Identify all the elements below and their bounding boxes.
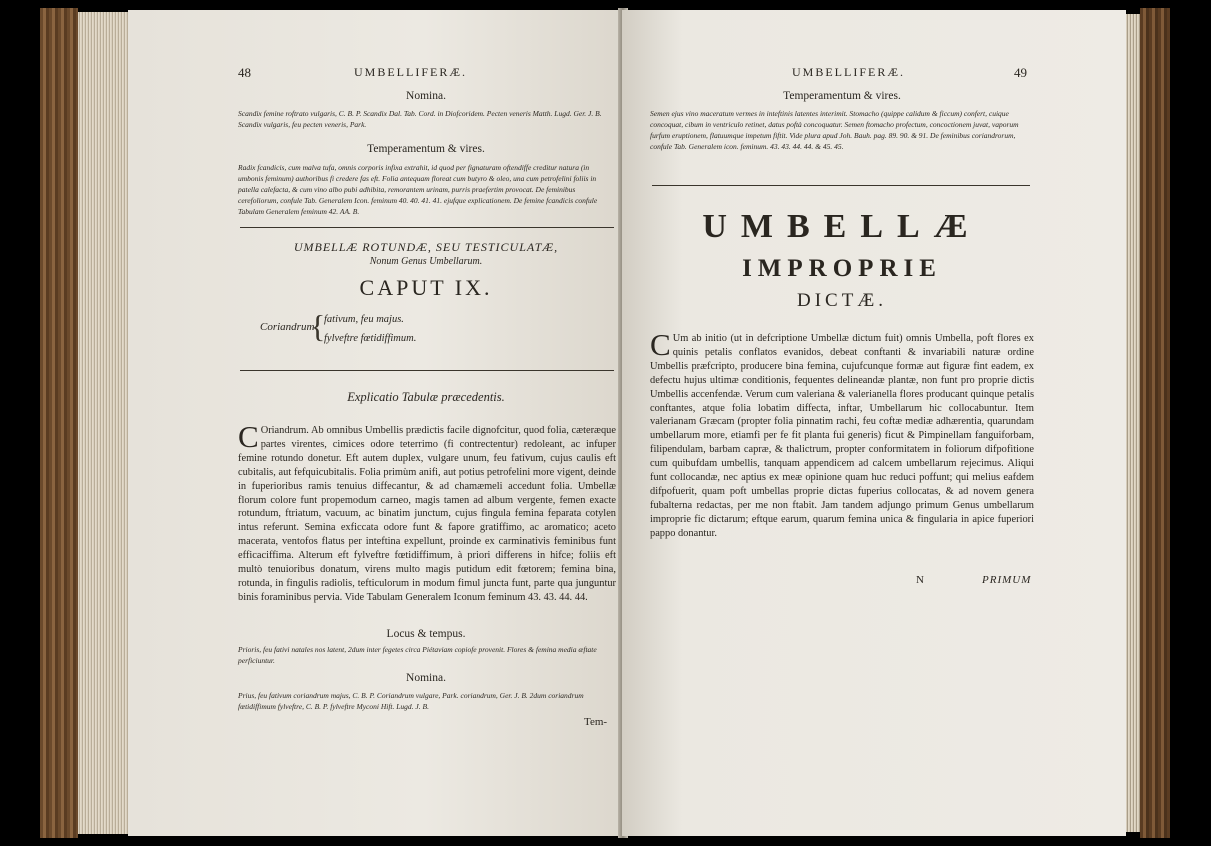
temperamentum-heading: Temperamentum & vires. [367,143,485,155]
explicatio-heading: Explicatio Tabulæ præcedentis. [347,390,505,404]
nomina2-heading: Nomina. [406,672,446,684]
coriandrum-label: Coriandrum [260,321,315,333]
genus-title: UMBELLÆ ROTUNDÆ, SEU TESTICULATÆ, [293,240,559,254]
page-number: 49 [1014,65,1027,80]
running-head: UMBELLIFERÆ. [354,65,468,79]
right-cover [1140,8,1170,838]
catchword: Tem- [584,716,608,728]
body-text: Um ab initio (ut in defcriptione Umbellæ dictum fuit) omnis Umbella, poft flores ex quinis petalis conflatos evanidos, debeat conftanti & invariabili naturæ ordine Umbellis præfcripto, producere bina femina, cujufcunque formæ aut figuræ fint eadem, ex defectu hujus ultimæ conditionis, fequentes delineandæ plantæ, non funt pro proprie dictis Umbellis accenfendæ. Verum cum valeriana & valerianella flores producant quinque petalis conftantes, atque folia lobatim diffecta, inftar, Umbellarum hic collocabuntur. Item valerianam Græcam (propter folia pinnatim rachi, feu coftæ mediæ adhærentia, quarundam umbellarum more, etiamfi per fe fit planta fui generis) ficut & Pimpinellam fanguiforbam, filipendulam, barbam capræ, & thalictrum, propter conformitatem in foliorum difpofitione cum quibufdam umbellis, tanquam appendicem ad calcem umbellarum rejecimus. Aliqui funt collocandæ, nec aptius ex meæ opinione quam huc reduci poffunt; qui melius eafdem difpofuerit, quam poft umbellas proprie dictas fuperius collocatas, & ad novem genera fubalterna redactas, per me non ftabit. Jam tandem adjungo primum Genus umbellarum improprie fic dictarum; eftque earum, quarum femina unica & fingularia in apice fuperiori pappo donantur. [650,333,1034,539]
catchword: PRIMUM [982,574,1032,586]
species-1: fativum, feu majus. [324,314,404,325]
body-paragraph [650,327,1034,541]
nomina-heading: Nomina. [406,90,446,102]
drop-cap: C [650,327,671,362]
section-rule [652,185,1030,186]
left-page-edges [78,12,128,834]
nomina2-text: Prius, feu fativum coriandrum majus, C. B. P. Coriandrum vulgare, Park. coriandrum, Ger. J. B. 2dum coriandrum fœtidiffimum fylveftre, C. B. P. fylveftre Myconi Hift. Lugd. J. B. [238,691,584,711]
right-page [622,10,1126,836]
title-line-3: DICTÆ. [797,290,887,311]
body-text: Oriandrum. Ab omnibus Umbellis prædictis facile dignofcitur, quod folia, cæteræque partes virentes, cimices odore teterrimo (fi contrectentur) redoleant, ac infuper femine rotundo donetur. Eft autem duplex, vulgare unum, feu fativum, cujus caulis eft cubitalis, aut fefquicubitalis. Folia primùm anifi, aut potius petrofelini more vigent, deinde in fuperioribus ramis tenuius diffecantur, & ad chamæmeli accedunt folia. Umbellæ florum colore funt propemodum carneo, magis tamen ad album vergente, femen exacte rotundum, ftriatum, vacuum, ac binatim junctum, cujus fingula femina feparata cotylen intus referunt. Semina exficcata odore funt & fapore gratiffimo, ac aromatico; aceto macerata, ventofos flatus per inteftina expellunt, proinde ex carminativis feminibus funt efficaciffima. Alterum eft fylveftre fœtidiffimum, à priori differens in hifce; foliis eft multò tenuioribus donatum, virens multo magis putidum edit fœtorem; femina bina, rotunda, in fingulis radiolis, tefticulorum in modum fimul juncta funt, parte qua junguntur binis foraminibus pervia. Vide Tabulam Generalem Iconum feminum 43. 43. 44. 44. [238,425,616,603]
nomina-text: Scandix femine roftrato vulgaris, C. B. P. Scandix Dal. Tab. Cord. in Diofcoridem. Pecten veneris Matth. Lugd. Ger. J. B. Scandix vulgaris, feu pecten veneris, Park. [238,109,602,129]
running-head: UMBELLIFERÆ. [792,65,906,79]
temperamentum-text: Semen ejus vino maceratum vermes in inteftinis latentes interimit. Stomacho (quippe calidum & ficcum) confert, cuique concoquat, cibum in ventriculo retinet, datus poftà concoquatur. Semen ftomacho profectum, concoctionem juvat, vaporum furfum eruptionem, flatuumque impetum fiftit. Vide plura apud Joh. Bauh. pag. 89. 90. & 91. De feminibus coriandrorum, confule Tab. Generalem icon. feminum. 43. 43. 44. 44. & 45. 45. [650,109,1019,151]
left-cover [40,8,78,838]
temperamentum-heading: Temperamentum & vires. [783,90,901,102]
locus-text: Prioris, feu fativi natales nos latent, 2dum inter fegetes circa Piétaviam copiofe provenit. Flores & femina media æftate perficiuntur. [238,645,597,665]
title-line-2: IMPROPRIE [742,255,942,282]
left-page [128,10,622,836]
book-spread [40,8,1170,838]
section-rule-2 [240,370,614,371]
genus-subtitle: Nonum Genus Umbellarum. [369,256,483,267]
body-paragraph [238,419,616,605]
species-2: fylveftre fœtidiffimum. [324,333,417,344]
drop-cap: C [238,419,259,454]
temperamentum-text: Radix fcandicis, cum malva tufa, omnis corporis infixa extrahit, id quod per fignaturam oftendiffe creditur natura (in umbonis feminum) authoribus fi credere fas eft. Folia antequam floreat cum butyro & oleo, una cum petrofelini foliis in patella calefacta, & cum vino albo pubi adhibita, remorantem urinam, purris praefertim provocat. De feminibus cerefoliorum, confule Tab. Generalem Icon. feminum 40. 40. 41. 41. ejufque explicationem. De femine fcandicis confule Tabulam Generalem feminum 42. AA. B. [238,163,598,216]
title-line-1: UMBELLÆ [702,208,982,245]
locus-heading: Locus & tempus. [386,628,466,640]
brace-glyph: { [310,308,326,344]
section-rule [240,227,614,228]
page-number: 48 [238,65,251,80]
right-page-edges [1126,14,1140,832]
caput-heading: CAPUT IX. [359,275,493,300]
signature-mark: N [916,574,924,586]
